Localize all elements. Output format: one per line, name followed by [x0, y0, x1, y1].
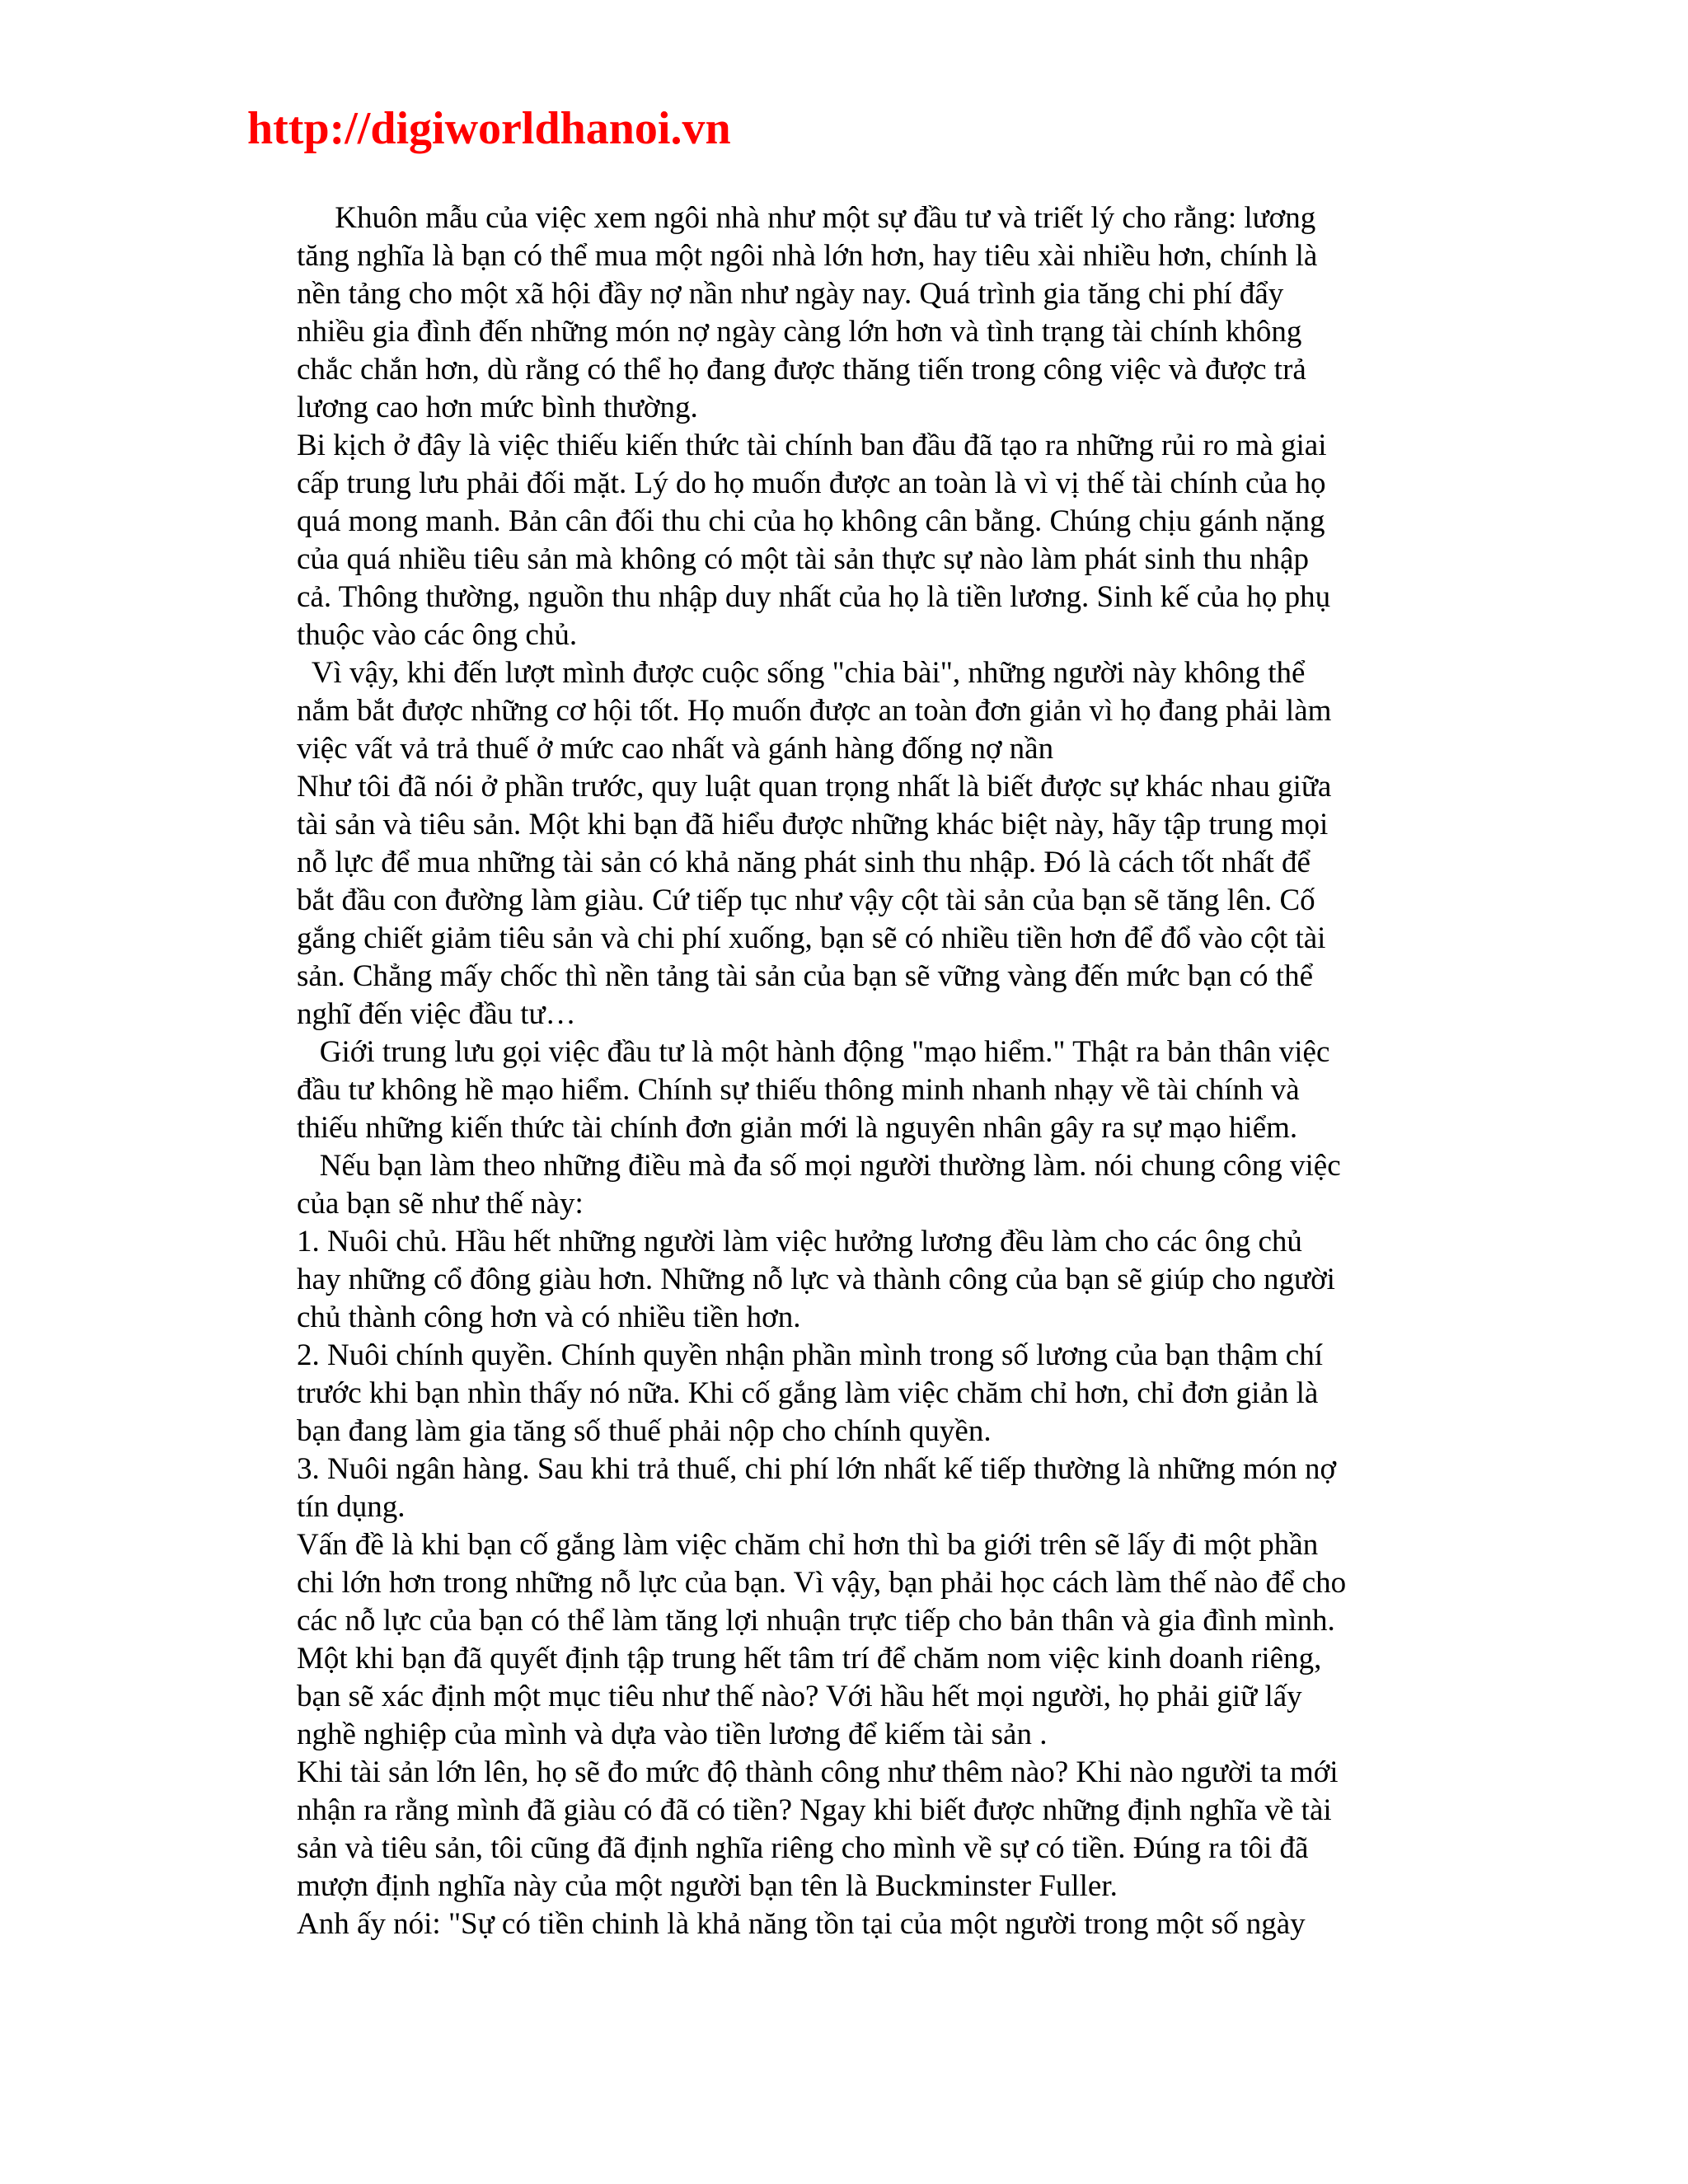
text-line: nhiều gia đình đến những món nợ ngày càng lớn hơn và tình trạng tài chính không [297, 315, 1302, 349]
text-line: trước khi bạn nhìn thấy nó nữa. Khi cố gắng làm việc chăm chỉ hơn, chỉ đơn giản là [297, 1376, 1319, 1410]
text-line: đầu tư không hề mạo hiểm. Chính sự thiếu thông minh nhanh nhạy về tài chính và [297, 1073, 1300, 1107]
text-line: nhận ra rằng mình đã giàu có đã có tiền? Ngay khi biết được những định nghĩa về tài [297, 1793, 1332, 1827]
text-line: tín dụng. [297, 1490, 406, 1524]
text-line: Khuôn mẫu của việc xem ngôi nhà như một sự đầu tư và triết lý cho rằng: lương [297, 201, 1316, 235]
text-line: Như tôi đã nói ở phần trước, quy luật quan trọng nhất là biết được sự khác nhau giữa [297, 770, 1332, 804]
text-line: của bạn sẽ như thế này: [297, 1187, 584, 1221]
text-line: chắc chắn hơn, dù rằng có thể họ đang được thăng tiến trong công việc và được trả [297, 353, 1306, 387]
text-line: Một khi bạn đã quyết định tập trung hết tâm trí để chăm nom việc kinh doanh riêng, [297, 1642, 1322, 1675]
text-line: tăng nghĩa là bạn có thể mua một ngôi nhà lớn hơn, hay tiêu xài nhiều hơn, chính là [297, 239, 1318, 273]
text-line: cả. Thông thường, nguồn thu nhập duy nhất của họ là tiền lương. Sinh kế của họ phụ [297, 580, 1331, 614]
text-line: chủ thành công hơn và có nhiều tiền hơn. [297, 1301, 801, 1334]
text-line: việc vất vả trả thuế ở mức cao nhất và gánh hàng đống nợ nần [297, 732, 1054, 766]
text-line: thuộc vào các ông chủ. [297, 618, 578, 652]
text-line: nắm bắt được những cơ hội tốt. Họ muốn được an toàn đơn giản vì họ đang phải làm [297, 694, 1332, 728]
text-line: quá mong manh. Bản cân đối thu chi của họ không cân bằng. Chúng chịu gánh nặng [297, 504, 1325, 538]
text-line: thiếu những kiến thức tài chính đơn giản mới là nguyên nhân gây ra sự mạo hiểm. [297, 1111, 1298, 1145]
text-line: bạn đang làm gia tăng số thuế phải nộp cho chính quyền. [297, 1414, 992, 1448]
text-line: nghĩ đến việc đầu tư… [297, 997, 576, 1031]
text-line: tài sản và tiêu sản. Một khi bạn đã hiểu được những khác biệt này, hãy tập trung mọi [297, 808, 1329, 841]
text-line: Nếu bạn làm theo những điều mà đa số mọi người thường làm. nói chung công việc [297, 1149, 1341, 1183]
text-line: lương cao hơn mức bình thường. [297, 391, 698, 424]
text-line: mượn định nghĩa này của một người bạn tên là Buckminster Fuller. [297, 1869, 1118, 1903]
text-line: Giới trung lưu gọi việc đầu tư là một hành động "mạo hiểm." Thật ra bản thân việc [297, 1035, 1330, 1069]
text-line: Anh ấy nói: "Sự có tiền chinh là khả năng tồn tại của một người trong một số ngày [297, 1907, 1306, 1941]
text-line: nền tảng cho một xã hội đầy nợ nần như ngày nay. Quá trình gia tăng chi phí đẩy [297, 277, 1284, 311]
text-line: 2. Nuôi chính quyền. Chính quyền nhận phần mình trong số lương của bạn thậm chí [297, 1338, 1324, 1372]
text-line: gắng chiết giảm tiêu sản và chi phí xuống, bạn sẽ có nhiều tiền hơn để đổ vào cột tài [297, 921, 1326, 955]
text-line: hay những cổ đông giàu hơn. Những nỗ lực và thành công của bạn sẽ giúp cho người [297, 1263, 1335, 1296]
text-line: chi lớn hơn trong những nỗ lực của bạn. Vì vậy, bạn phải học cách làm thế nào để cho [297, 1566, 1347, 1600]
text-line: Vấn đề là khi bạn cố gắng làm việc chăm chỉ hơn thì ba giới trên sẽ lấy đi một phần [297, 1528, 1319, 1562]
text-line: nghề nghiệp của mình và dựa vào tiền lương để kiếm tài sản . [297, 1718, 1048, 1751]
text-line: của quá nhiều tiêu sản mà không có một tài sản thực sự nào làm phát sinh thu nhập [297, 542, 1309, 576]
text-line: sản và tiêu sản, tôi cũng đã định nghĩa riêng cho mình về sự có tiền. Đúng ra tôi đã [297, 1831, 1309, 1865]
text-line: 3. Nuôi ngân hàng. Sau khi trả thuế, chi phí lớn nhất kế tiếp thường là những món nợ [297, 1452, 1337, 1486]
text-line: nỗ lực để mua những tài sản có khả năng phát sinh thu nhập. Đó là cách tốt nhất để [297, 846, 1311, 879]
text-line: bắt đầu con đường làm giàu. Cứ tiếp tục như vậy cột tài sản của bạn sẽ tăng lên. Cố [297, 883, 1315, 917]
text-line: sản. Chẳng mấy chốc thì nền tảng tài sản của bạn sẽ vững vàng đến mức bạn có thể [297, 959, 1313, 993]
document-body [297, 199, 1451, 1943]
site-url-header: http://digiworldhanoi.vn [247, 103, 731, 154]
text-line: bạn sẽ xác định một mục tiêu như thế nào? Với hầu hết mọi người, họ phải giữ lấy [297, 1680, 1302, 1713]
text-line: cấp trung lưu phải đối mặt. Lý do họ muốn được an toàn là vì vị thế tài chính của họ [297, 466, 1326, 500]
text-line: Bi kịch ở đây là việc thiếu kiến thức tài chính ban đầu đã tạo ra những rủi ro mà giai [297, 429, 1327, 462]
text-line: 1. Nuôi chủ. Hầu hết những người làm việc hưởng lương đều làm cho các ông chủ [297, 1225, 1302, 1258]
text-line: các nỗ lực của bạn có thể làm tăng lợi nhuận trực tiếp cho bản thân và gia đình mình. [297, 1604, 1335, 1638]
text-line: Vì vậy, khi đến lượt mình được cuộc sống "chia bài", những người này không thể [297, 656, 1306, 690]
text-line: Khi tài sản lớn lên, họ sẽ đo mức độ thành công như thêm nào? Khi nào người ta mới [297, 1755, 1339, 1789]
